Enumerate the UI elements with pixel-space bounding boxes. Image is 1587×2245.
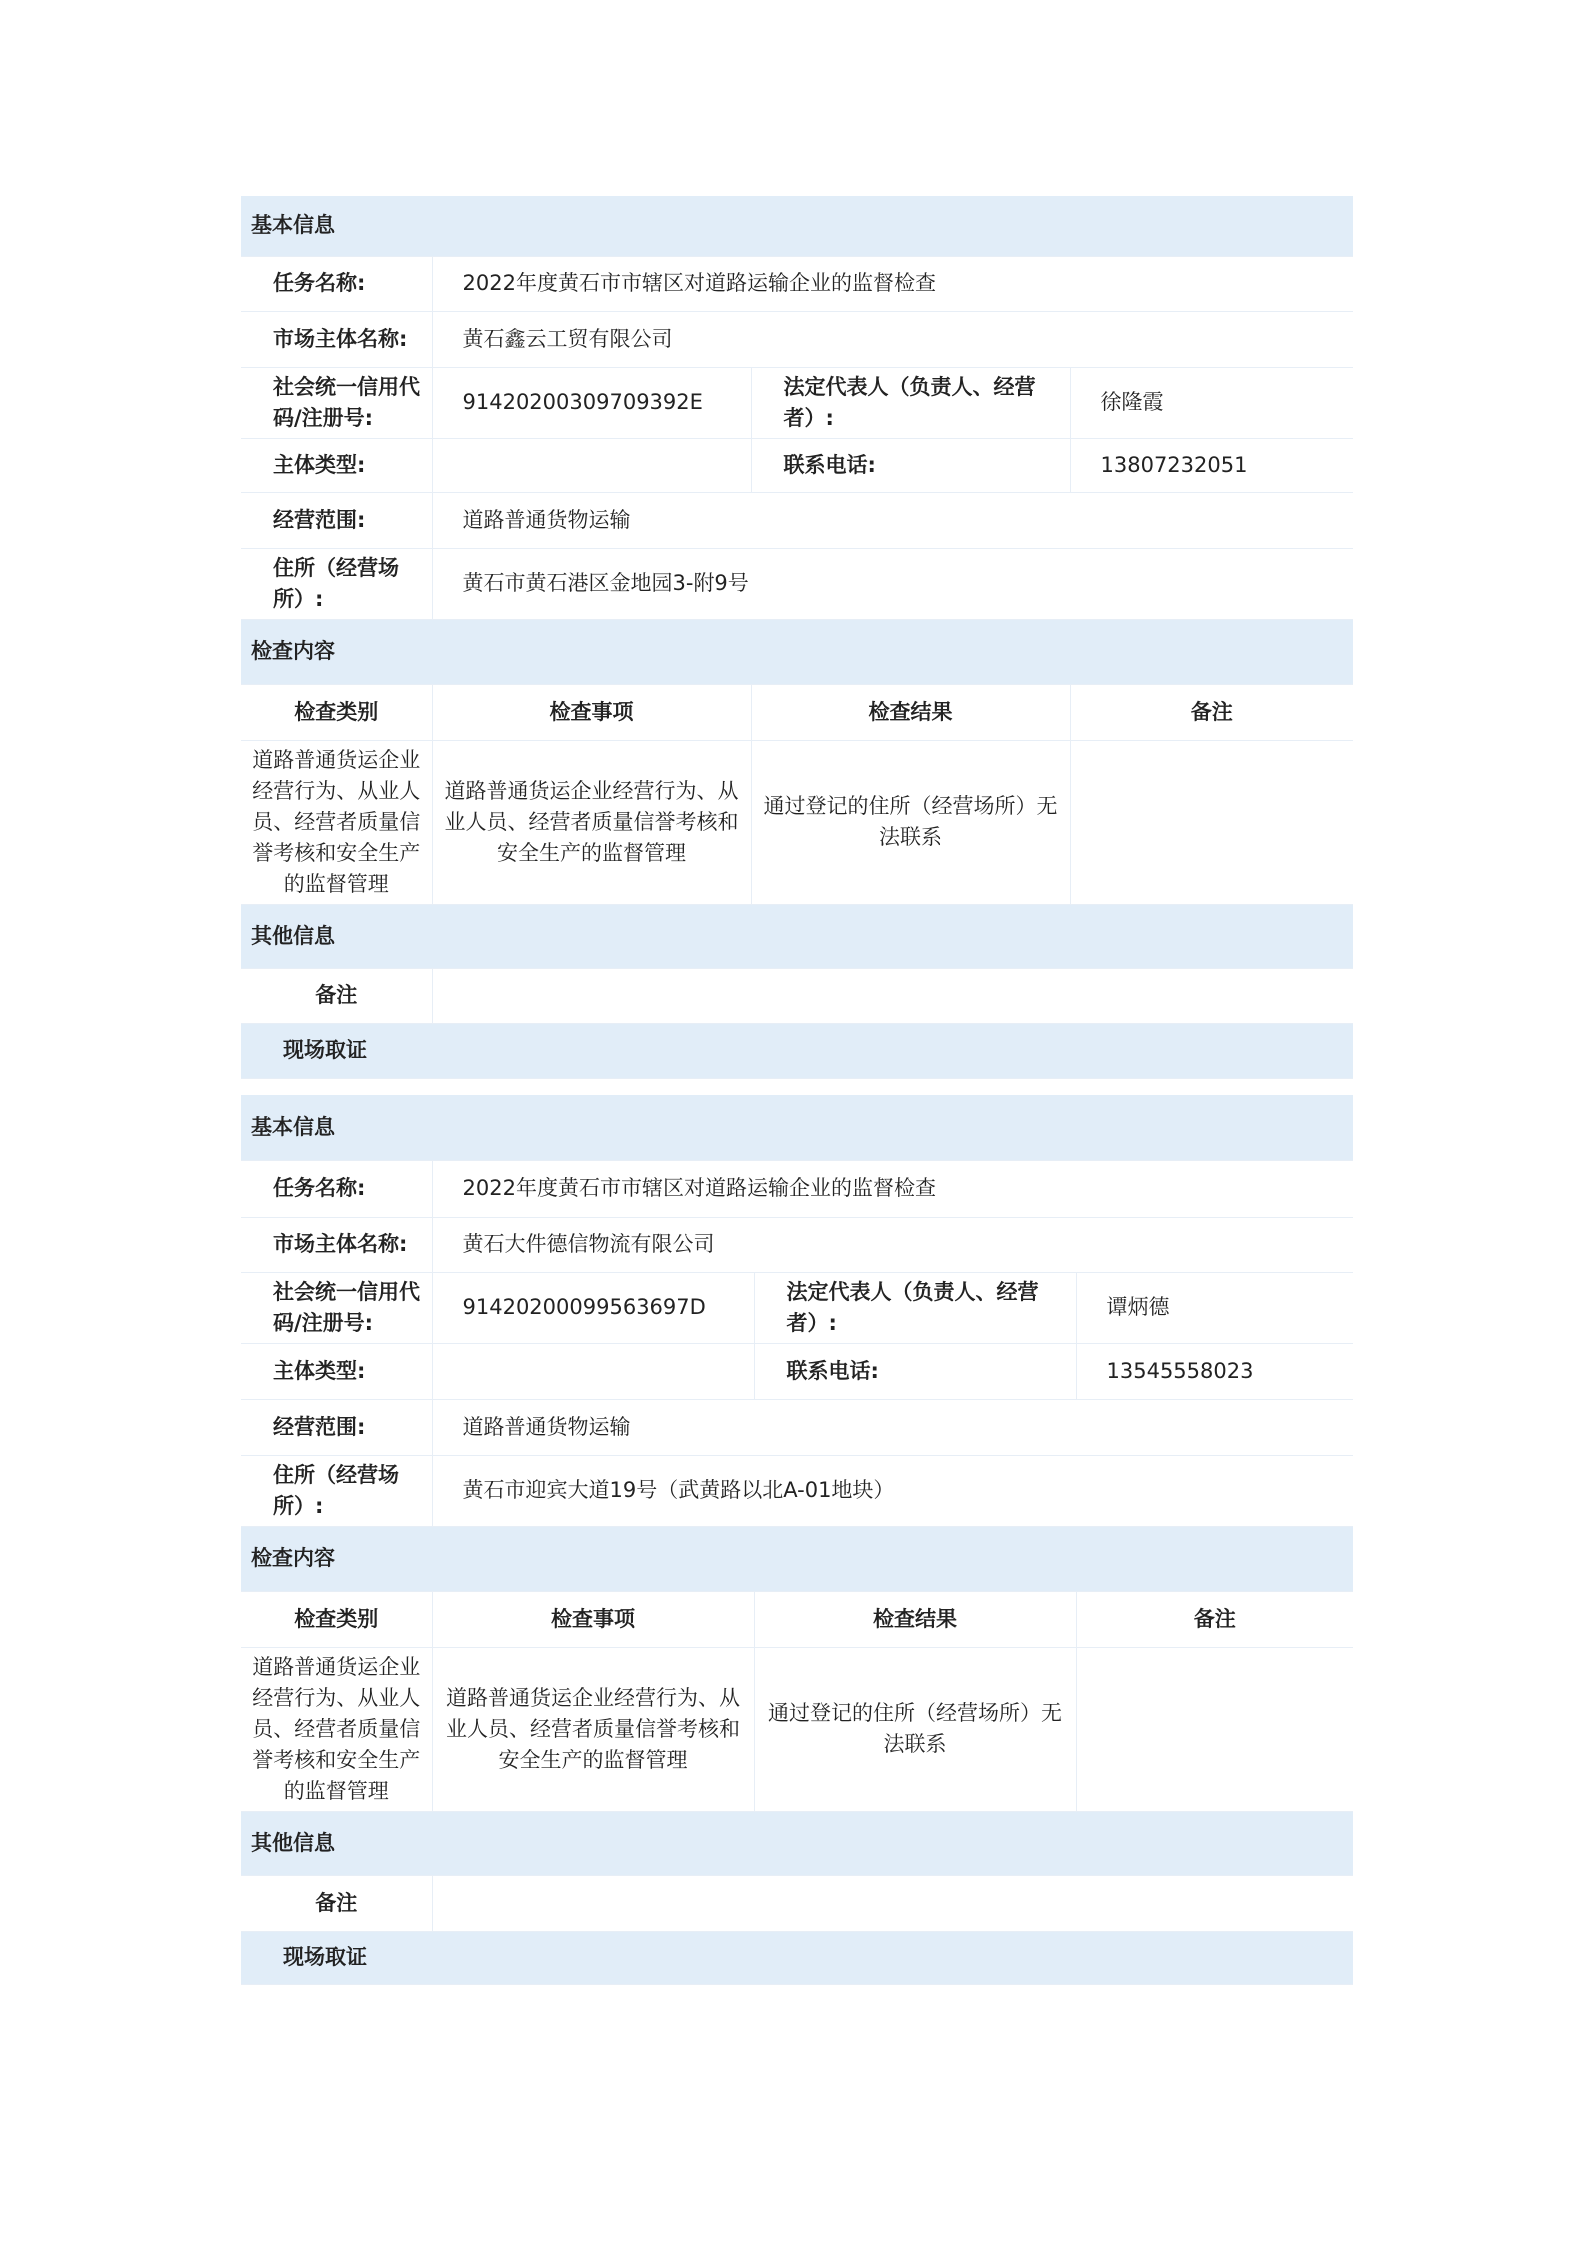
address-value: 黄石市迎宾大道19号（武黄路以北A-01地块） xyxy=(432,1455,1353,1526)
record-table xyxy=(241,196,1353,1079)
credit-label: 社会统一信用代码/注册号: xyxy=(241,367,432,438)
legal-label: 法定代表人（负责人、经营者）: xyxy=(754,1272,1076,1343)
credit-value: 91420200309709392E xyxy=(432,367,751,438)
col-item-header: 检查事项 xyxy=(432,1591,754,1647)
record-table xyxy=(241,1095,1353,1985)
check-result: 通过登记的住所（经营场所）无法联系 xyxy=(754,1647,1076,1811)
check-note xyxy=(1076,1647,1353,1811)
row-address xyxy=(241,1455,1353,1526)
section-title: 其他信息 xyxy=(241,904,1353,968)
col-note-header: 备注 xyxy=(1070,684,1353,740)
row-credit-legal xyxy=(241,367,1353,438)
address-label: 住所（经营场所）: xyxy=(241,1455,432,1526)
col-category-header: 检查类别 xyxy=(241,1591,432,1647)
row-address xyxy=(241,548,1353,619)
type-value xyxy=(432,1343,754,1399)
section-title: 其他信息 xyxy=(241,1811,1353,1875)
remark-label: 备注 xyxy=(241,968,432,1023)
type-value xyxy=(432,438,751,492)
check-item: 道路普通货运企业经营行为、从业人员、经营者质量信誉考核和安全生产的监督管理 xyxy=(432,1647,754,1811)
section-header-basic xyxy=(241,196,1353,256)
col-result-header: 检查结果 xyxy=(754,1591,1076,1647)
col-item-header: 检查事项 xyxy=(432,684,751,740)
col-category-header: 检查类别 xyxy=(241,684,432,740)
section-header-other xyxy=(241,904,1353,968)
section-header-evidence xyxy=(241,1023,1353,1078)
task-label: 任务名称: xyxy=(241,1160,432,1217)
row-scope xyxy=(241,1399,1353,1455)
check-table-row xyxy=(241,740,1353,904)
remark-value xyxy=(432,1875,1353,1931)
phone-value: 13545558023 xyxy=(1076,1343,1353,1399)
check-table-header xyxy=(241,684,1353,740)
check-result: 通过登记的住所（经营场所）无法联系 xyxy=(751,740,1070,904)
scope-value: 道路普通货物运输 xyxy=(432,1399,1353,1455)
section-title: 现场取证 xyxy=(241,1931,1353,1984)
row-scope xyxy=(241,492,1353,548)
legal-value: 谭炳德 xyxy=(1076,1272,1353,1343)
phone-label: 联系电话: xyxy=(754,1343,1076,1399)
check-category: 道路普通货运企业经营行为、从业人员、经营者质量信誉考核和安全生产的监督管理 xyxy=(241,1647,432,1811)
section-header-other xyxy=(241,1811,1353,1875)
row-credit-legal xyxy=(241,1272,1353,1343)
remark-value xyxy=(432,968,1353,1023)
section-header-check xyxy=(241,1526,1353,1591)
entity-label: 市场主体名称: xyxy=(241,1217,432,1272)
entity-value: 黄石大件德信物流有限公司 xyxy=(432,1217,1353,1272)
inspection-record-1 xyxy=(241,196,1353,1079)
scope-label: 经营范围: xyxy=(241,1399,432,1455)
check-item: 道路普通货运企业经营行为、从业人员、经营者质量信誉考核和安全生产的监督管理 xyxy=(432,740,751,904)
inspection-record-2 xyxy=(241,1095,1353,1985)
task-label: 任务名称: xyxy=(241,256,432,311)
credit-label: 社会统一信用代码/注册号: xyxy=(241,1272,432,1343)
row-task xyxy=(241,1160,1353,1217)
row-type-phone xyxy=(241,1343,1353,1399)
legal-label: 法定代表人（负责人、经营者）: xyxy=(751,367,1070,438)
credit-value: 91420200099563697D xyxy=(432,1272,754,1343)
row-remark xyxy=(241,968,1353,1023)
col-note-header: 备注 xyxy=(1076,1591,1353,1647)
task-value: 2022年度黄石市市辖区对道路运输企业的监督检查 xyxy=(432,1160,1353,1217)
entity-label: 市场主体名称: xyxy=(241,311,432,367)
phone-label: 联系电话: xyxy=(751,438,1070,492)
check-table-header xyxy=(241,1591,1353,1647)
row-entity xyxy=(241,311,1353,367)
section-title: 检查内容 xyxy=(241,619,1353,684)
entity-value: 黄石鑫云工贸有限公司 xyxy=(432,311,1353,367)
section-title: 基本信息 xyxy=(241,1095,1353,1160)
row-remark xyxy=(241,1875,1353,1931)
section-title: 现场取证 xyxy=(241,1023,1353,1078)
phone-value: 13807232051 xyxy=(1070,438,1353,492)
scope-value: 道路普通货物运输 xyxy=(432,492,1353,548)
address-value: 黄石市黄石港区金地园3-附9号 xyxy=(432,548,1353,619)
check-note xyxy=(1070,740,1353,904)
task-value: 2022年度黄石市市辖区对道路运输企业的监督检查 xyxy=(432,256,1353,311)
address-label: 住所（经营场所）: xyxy=(241,548,432,619)
check-category: 道路普通货运企业经营行为、从业人员、经营者质量信誉考核和安全生产的监督管理 xyxy=(241,740,432,904)
legal-value: 徐隆霞 xyxy=(1070,367,1353,438)
type-label: 主体类型: xyxy=(241,438,432,492)
type-label: 主体类型: xyxy=(241,1343,432,1399)
section-title: 基本信息 xyxy=(241,196,1353,256)
remark-label: 备注 xyxy=(241,1875,432,1931)
section-title: 检查内容 xyxy=(241,1526,1353,1591)
row-task xyxy=(241,256,1353,311)
section-header-check xyxy=(241,619,1353,684)
col-result-header: 检查结果 xyxy=(751,684,1070,740)
section-header-evidence xyxy=(241,1931,1353,1984)
row-entity xyxy=(241,1217,1353,1272)
scope-label: 经营范围: xyxy=(241,492,432,548)
section-header-basic xyxy=(241,1095,1353,1160)
row-type-phone xyxy=(241,438,1353,492)
check-table-row xyxy=(241,1647,1353,1811)
